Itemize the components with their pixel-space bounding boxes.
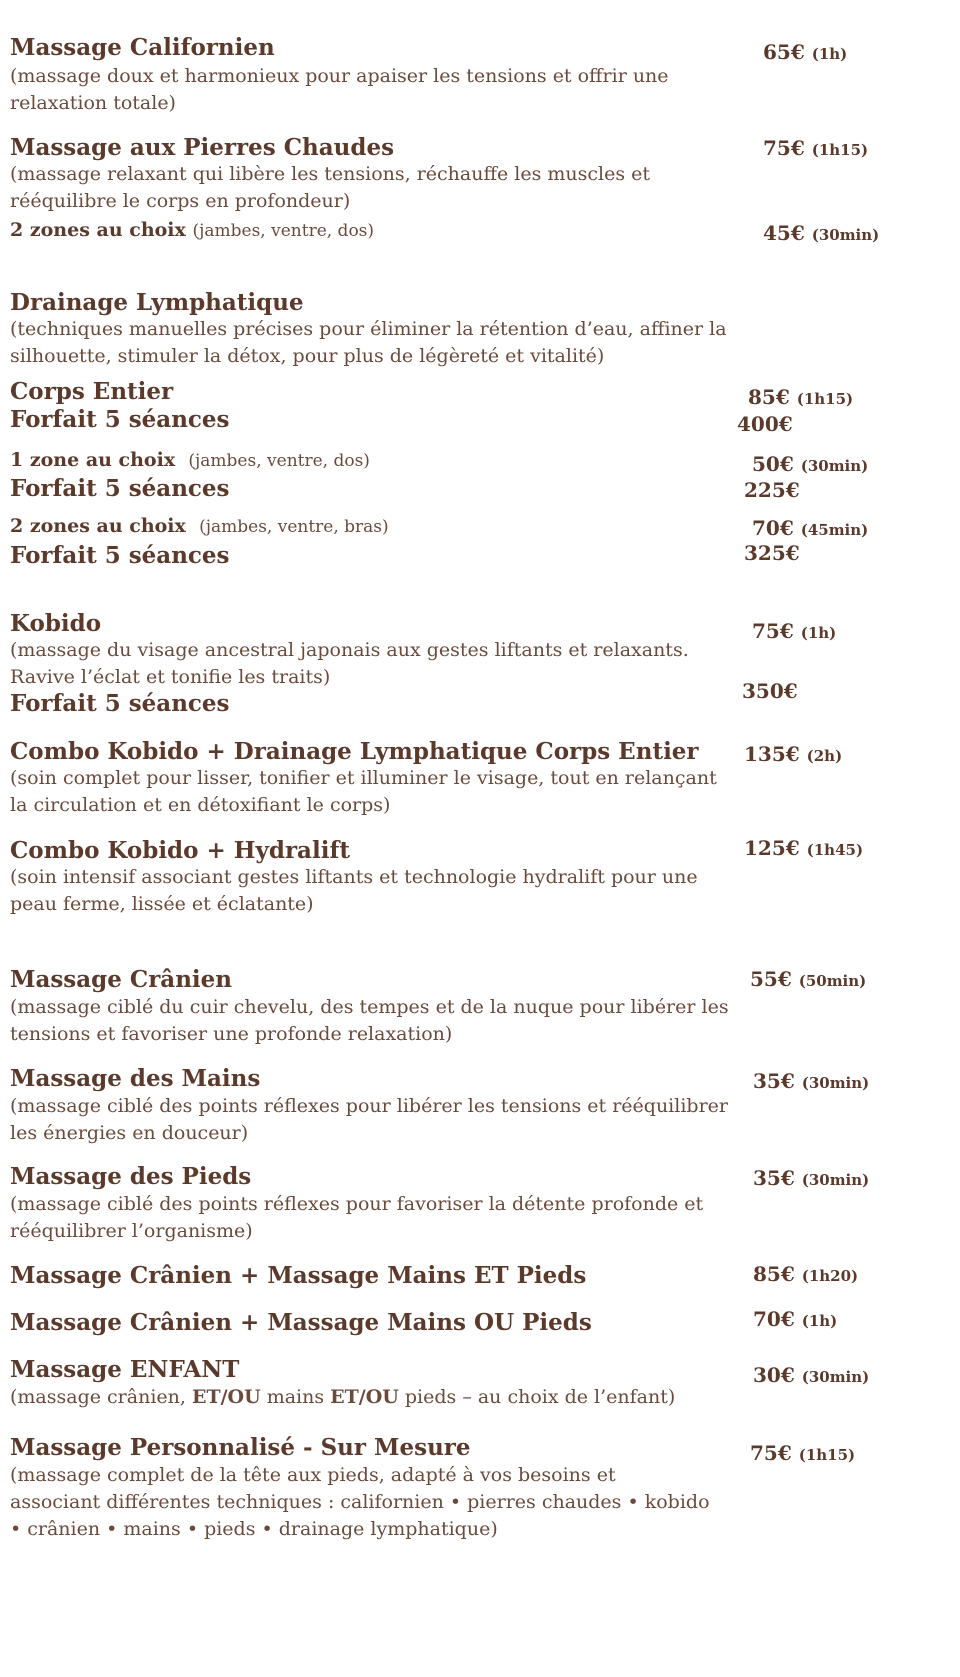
item-title: Massage des Mains [10,1065,261,1092]
forfait-price: 350€ [742,679,798,703]
item-description: (massage ciblé des points réflexes pour libérer les tensions et rééquilibrer les énergies en douceur) [10,1095,728,1144]
forfait-label: Forfait 5 séances [10,475,230,502]
item-price: 55€ (50min) [750,967,867,991]
item-price: 135€ (2h) [744,742,843,766]
item-price: 65€ (1h) [763,40,848,64]
item-description: (massage relaxant qui libère les tensions, réchauffe les muscles et rééquilibre le corps en profondeur) [10,163,651,212]
item-description: (soin intensif associant gestes liftants et technologie hydralift pour une peau ferme, lissée et éclatante) [10,866,698,915]
forfait-price: 225€ [744,478,800,502]
item-price: 35€ (30min) [753,1166,870,1190]
item-title: Combo Kobido + Hydralift [10,837,350,864]
item-description: (massage crânien, ET/OU mains ET/OU pieds – au choix de l’enfant) [10,1386,676,1408]
item-title: Massage Crânien + Massage Mains ET Pieds [10,1262,587,1289]
item-description: (techniques manuelles précises pour éliminer la rétention d’eau, affiner la silhouette, stimuler la détox, pour plus de légèreté et vitalité) [10,318,727,367]
forfait-price: 400€ [737,412,793,436]
item-title: Massage Californien [10,34,275,61]
option-row: 2 zones au choix (jambes, ventre, bras) [10,515,389,537]
item-price: 75€ (1h) [752,619,837,643]
item-price: 85€ (1h20) [753,1262,859,1286]
item-price: 45€ (30min) [763,221,880,245]
option-row: 2 zones au choix (jambes, ventre, dos) [10,219,375,241]
item-title: Massage aux Pierres Chaudes [10,134,395,161]
item-title: Kobido [10,610,102,637]
item-description: (massage ciblé des points réflexes pour favoriser la détente profonde et rééquilibrer l’organisme) [10,1193,704,1242]
item-price: 70€ (1h) [753,1307,838,1331]
item-description: (massage doux et harmonieux pour apaiser les tensions et offrir une relaxation totale) [10,65,669,114]
forfait-label: Forfait 5 séances [10,690,230,717]
item-price: 75€ (1h15) [750,1441,856,1465]
item-price: 50€ (30min) [752,452,869,476]
option-title: Corps Entier [10,378,174,405]
item-price: 30€ (30min) [753,1363,870,1387]
item-price: 85€ (1h15) [748,385,854,409]
item-description: (soin complet pour lisser, tonifier et illuminer le visage, tout en relançant la circulation et en détoxifiant le corps) [10,767,717,816]
item-description: (massage ciblé du cuir chevelu, des tempes et de la nuque pour libérer les tensions et favoriser une profonde relaxation) [10,996,729,1045]
forfait-label: Forfait 5 séances [10,406,230,433]
item-title: Massage Crânien [10,966,233,993]
item-title: Massage des Pieds [10,1163,252,1190]
item-price: 75€ (1h15) [763,136,869,160]
item-title: Massage ENFANT [10,1356,240,1383]
item-description: (massage complet de la tête aux pieds, adapté à vos besoins et associant différentes techniques : californien • pierres chaudes • kobido • crânien • mains • pieds • drainage lymphatique) [10,1464,710,1540]
item-price: 35€ (30min) [753,1069,870,1093]
forfait-price: 325€ [744,541,800,565]
option-row: 1 zone au choix (jambes, ventre, dos) [10,449,370,471]
item-description: (massage du visage ancestral japonais aux gestes liftants et relaxants. Ravive l’éclat et tonifie les traits) [10,639,689,688]
item-title: Drainage Lymphatique [10,289,304,316]
item-title: Combo Kobido + Drainage Lymphatique Corps Entier [10,738,699,765]
forfait-label: Forfait 5 séances [10,542,230,569]
item-price: 125€ (1h45) [744,836,864,860]
item-title: Massage Personnalisé - Sur Mesure [10,1434,471,1461]
item-title: Massage Crânien + Massage Mains OU Pieds [10,1309,592,1336]
item-price: 70€ (45min) [752,516,869,540]
